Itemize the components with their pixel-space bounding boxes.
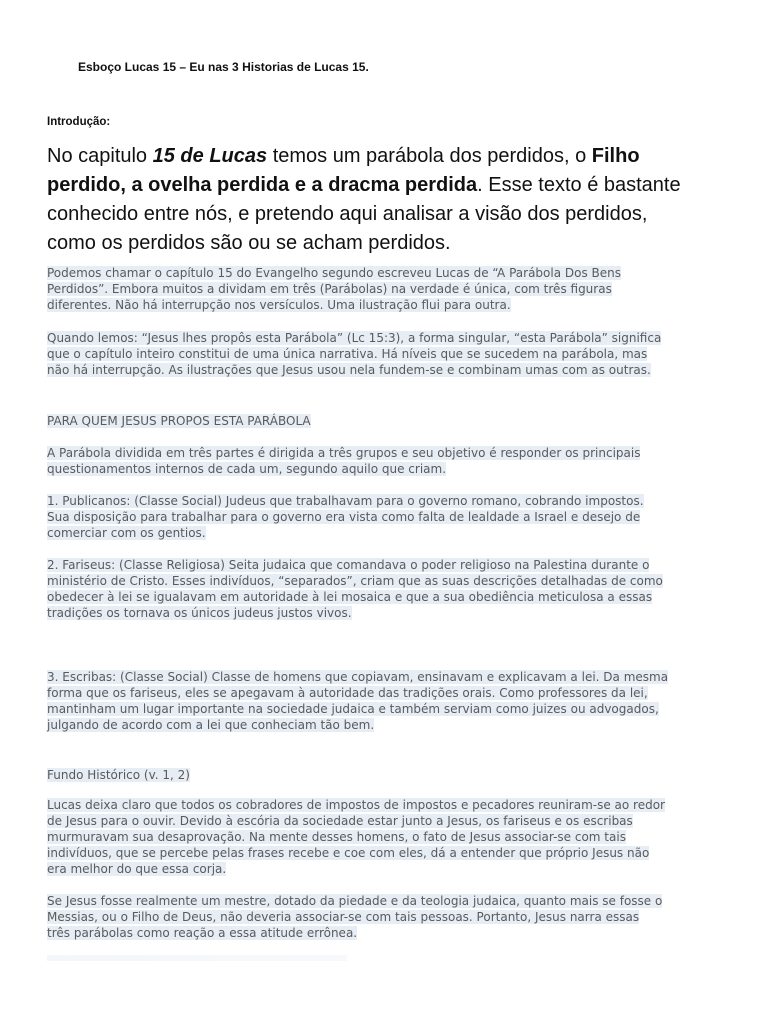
- highlighted-text: comerciar com os gentios.: [47, 526, 206, 540]
- text-line: [47, 845, 737, 861]
- highlighted-text: indivíduos, que se percebe pelas frases recebe e coe com eles, dá a entender que próprio Jesus não: [47, 846, 650, 860]
- highlighted-text: Messias, ou o Filho de Deus, não deveria associar-se com tais pessoas. Portanto, Jesus narra essas: [47, 910, 640, 924]
- text-line: [47, 893, 737, 909]
- highlighted-text: forma que os fariseus, eles se apegavam à autoridade das tradições orais. Como professores da lei,: [47, 686, 648, 700]
- highlighted-text: 1. Publicanos: (Classe Social) Judeus que trabalhavam para o governo romano, cobrando impostos.: [47, 494, 644, 508]
- text-line: [47, 557, 737, 573]
- section-heading-background: [47, 767, 737, 783]
- item-fariseus: [47, 557, 737, 621]
- text-line: [47, 909, 737, 925]
- highlighted-text: era melhor do que essa corja.: [47, 862, 227, 876]
- highlighted-text: 2. Fariseus: (Classe Religiosa) Seita judaica que comandava o poder religioso na Palestina durante o: [47, 558, 650, 572]
- text-line: [47, 925, 737, 941]
- highlighted-text: questionamentos internos de cada um, segundo aquilo que criam.: [47, 462, 447, 476]
- lead-line: [47, 171, 681, 200]
- text-line: [47, 413, 737, 429]
- highlighted-text: tradições os tornava os únicos judeus justos vivos.: [47, 606, 352, 620]
- document-title: Esboço Lucas 15 – Eu nas 3 Historias de Lucas 15.: [78, 60, 369, 74]
- text-line: [47, 861, 737, 877]
- text-line: [47, 461, 737, 477]
- text-line: [47, 362, 737, 378]
- text-line: [47, 797, 737, 813]
- paragraph-audience: [47, 445, 737, 477]
- highlighted-text: julgando de acordo com a lei que conheciam tão bem.: [47, 718, 375, 732]
- text-line: [47, 685, 737, 701]
- lead-text: temos um parábola dos perdidos, o: [267, 145, 592, 167]
- highlighted-text: 3. Escribas: (Classe Social) Classe de homens que copiavam, ensinavam e explicavam a lei. Da mesma: [47, 670, 669, 684]
- paragraph-intro-1: [47, 265, 737, 313]
- text-line: [47, 605, 737, 621]
- lead-emphasis: 15 de Lucas: [152, 145, 268, 167]
- lead-bold: Filho: [591, 145, 640, 167]
- highlighted-text: que o capítulo inteiro constitui de uma única narrativa. Há níveis que se sucedem na parábola, mas: [47, 347, 648, 361]
- lead-text: . Esse texto é bastante: [477, 174, 681, 196]
- highlighted-text: Fundo Histórico (v. 1, 2): [47, 768, 190, 782]
- highlighted-text: Lucas deixa claro que todos os cobradores de impostos de impostos e pecadores reuniram-se ao redor: [47, 798, 665, 812]
- text-line: [47, 669, 737, 685]
- text-line: [47, 589, 737, 605]
- highlighted-text: murmuravam sua desaprovação. Na mente desses homens, o fato de Jesus associar-se com tais: [47, 830, 626, 844]
- lead-text: No capitulo: [47, 145, 153, 167]
- text-line: [47, 281, 737, 297]
- item-publicanos: [47, 493, 737, 541]
- text-line: [47, 509, 737, 525]
- text-line: [47, 330, 737, 346]
- highlighted-text: três parábolas como reação a essa atitude errônea.: [47, 926, 358, 940]
- lead-line: como os perdidos são ou se acham perdidos.: [47, 232, 451, 254]
- highlighted-text: de Jesus para o ouvir. Devido à escória da sociedade estar junto a Jesus, os fariseus e os escribas: [47, 814, 633, 828]
- highlighted-text: obedecer à lei se igualavam em autoridade à lei mosaica e que a sua obediência meticulosa a essas: [47, 590, 653, 604]
- text-line: [47, 767, 737, 783]
- highlighted-text: Perdidos”. Embora muitos a dividam em três (Parábolas) na verdade é única, com três figuras: [47, 282, 612, 296]
- intro-heading: Introdução:: [47, 116, 111, 128]
- text-line: [47, 717, 737, 733]
- lead-line: conhecido entre nós, e pretendo aqui analisar a visão dos perdidos,: [47, 203, 648, 225]
- section-heading-audience: [47, 413, 737, 429]
- paragraph-background-1: [47, 797, 737, 877]
- item-escribas: [47, 669, 737, 733]
- text-line: [47, 346, 737, 362]
- text-line: [47, 265, 737, 281]
- highlighted-text: PARA QUEM JESUS PROPOS ESTA PARÁBOLA: [47, 414, 311, 428]
- highlighted-text: Sua disposição para trabalhar para o governo era vista como falta de lealdade a Israel e desejo de: [47, 510, 641, 524]
- highlighted-text: Podemos chamar o capítulo 15 do Evangelho segundo escreveu Lucas de “A Parábola Dos Bens: [47, 266, 622, 280]
- text-line: [47, 813, 737, 829]
- text-line: [47, 445, 737, 461]
- highlighted-text: A Parábola dividida em três partes é dirigida a três grupos e seu objetivo é responder os principais: [47, 446, 641, 460]
- text-line: [47, 493, 737, 509]
- intro-lead-paragraph: [47, 142, 681, 258]
- highlighted-text: Quando lemos: “Jesus lhes propôs esta Parábola” (Lc 15:3), a forma singular, “esta Parábola” significa: [47, 331, 662, 345]
- paragraph-background-2: [47, 893, 737, 941]
- highlighted-text: não há interrupção. As ilustrações que Jesus usou nela fundem-se e combinam umas com as outras.: [47, 363, 651, 377]
- text-line: [47, 701, 737, 717]
- text-line: [47, 525, 737, 541]
- paragraph-intro-2: [47, 330, 737, 378]
- highlighted-text: Se Jesus fosse realmente um mestre, dotado da piedade e da teologia judaica, quanto mais se fosse o: [47, 894, 663, 908]
- highlighted-text: ministério de Cristo. Esses indivíduos, “separados”, criam que as suas descrições detalhadas de como: [47, 574, 663, 588]
- highlighted-text: diferentes. Não há interrupção nos versículos. Uma ilustração flui para outra.: [47, 298, 511, 312]
- text-line: [47, 573, 737, 589]
- highlighted-text: mantinham um lugar importante na sociedade judaica e também serviam como juizes ou advogados,: [47, 702, 659, 716]
- faded-text-line: [47, 955, 347, 961]
- lead-line: [47, 142, 681, 171]
- lead-bold: perdido, a ovelha perdida e a dracma perdida: [47, 174, 478, 196]
- text-line: [47, 829, 737, 845]
- text-line: [47, 297, 737, 313]
